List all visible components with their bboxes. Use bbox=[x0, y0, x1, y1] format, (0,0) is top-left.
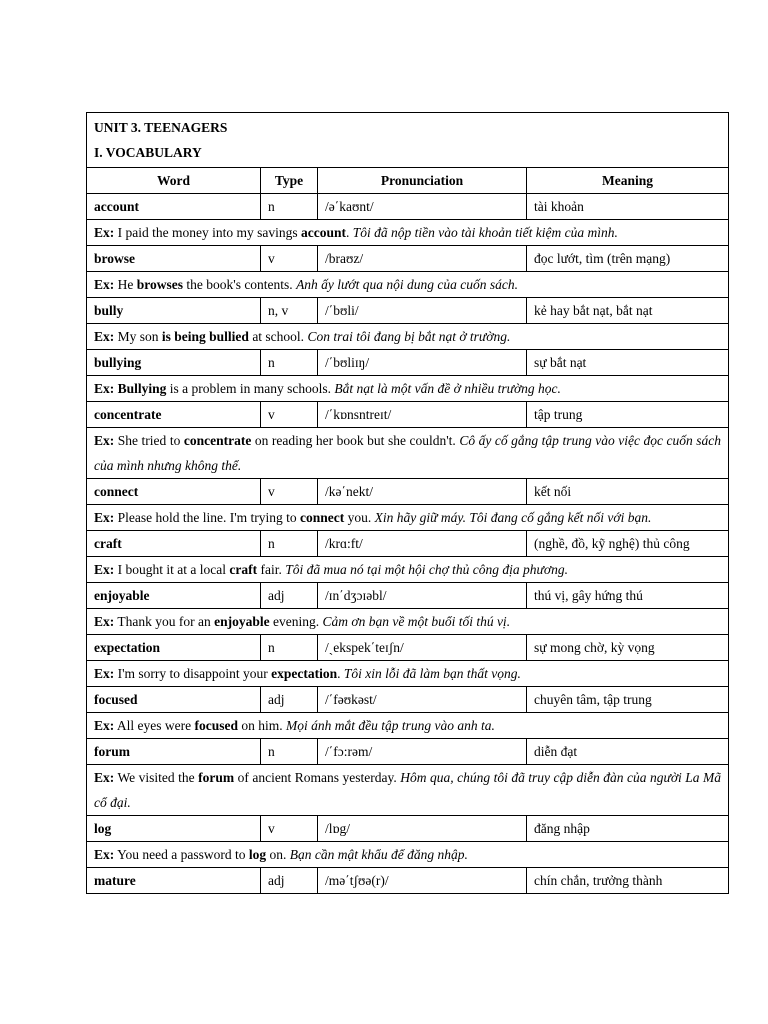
example-text: I'm sorry to disappoint your bbox=[117, 666, 272, 681]
type-cell: n bbox=[261, 635, 318, 661]
example-translation: Tôi đã nộp tiền vào tài khoản tiết kiệm của mình. bbox=[352, 225, 618, 240]
type-cell: v bbox=[261, 246, 318, 272]
type-cell: v bbox=[261, 402, 318, 428]
example-translation: Mọi ánh mắt đều tập trung vào anh ta. bbox=[286, 718, 495, 733]
example-keyword: is being bullied bbox=[161, 329, 249, 344]
example-translation: Hôm qua, chúng tôi đã truy cập diễn đàn của người La Mã cổ đại. bbox=[94, 770, 722, 810]
example-cell bbox=[87, 842, 729, 868]
vocab-row bbox=[87, 350, 729, 376]
example-label: Ex: bbox=[94, 277, 115, 292]
example-keyword: concentrate bbox=[183, 433, 252, 448]
vocab-row bbox=[87, 479, 729, 505]
example-translation: Tôi đã mua nó tại một hội chợ thủ công địa phương. bbox=[285, 562, 568, 577]
example-text: . bbox=[337, 666, 344, 681]
example-cell bbox=[87, 557, 729, 583]
example-text: I paid the money into my savings bbox=[117, 225, 301, 240]
type-cell: adj bbox=[261, 583, 318, 609]
meaning-cell: tập trung bbox=[527, 402, 729, 428]
example-text: evening. bbox=[269, 614, 323, 629]
pronunciation-cell: /ə΄kaʊnt/ bbox=[318, 194, 527, 220]
example-row bbox=[87, 428, 729, 479]
example-cell bbox=[87, 661, 729, 687]
example-text: is a problem in many schools. bbox=[166, 381, 335, 396]
example-keyword: focused bbox=[194, 718, 238, 733]
header-word: Word bbox=[87, 168, 261, 194]
type-cell: n bbox=[261, 350, 318, 376]
example-row bbox=[87, 324, 729, 350]
pronunciation-cell: /ɪn΄dʒɔɪəbl/ bbox=[318, 583, 527, 609]
example-translation: Bạn cần mật khẩu để đăng nhập. bbox=[289, 847, 468, 862]
header-type: Type bbox=[261, 168, 318, 194]
example-text: I bought it at a local bbox=[117, 562, 230, 577]
pronunciation-cell: /΄kɒnsntreɪt/ bbox=[318, 402, 527, 428]
vocab-row bbox=[87, 531, 729, 557]
example-row bbox=[87, 220, 729, 246]
example-row bbox=[87, 713, 729, 739]
example-text: . bbox=[345, 225, 353, 240]
example-cell bbox=[87, 272, 729, 298]
example-cell bbox=[87, 505, 729, 531]
vocab-row bbox=[87, 402, 729, 428]
example-row bbox=[87, 765, 729, 816]
type-cell: v bbox=[261, 816, 318, 842]
type-cell: n bbox=[261, 531, 318, 557]
example-keyword: craft bbox=[229, 562, 258, 577]
word-cell: focused bbox=[87, 687, 261, 713]
word-cell: connect bbox=[87, 479, 261, 505]
pronunciation-cell: /΄fɔ:rəm/ bbox=[318, 739, 527, 765]
pronunciation-cell: /΄bʊli/ bbox=[318, 298, 527, 324]
pronunciation-cell: /ˏekspek΄teɪʃn/ bbox=[318, 635, 527, 661]
example-text: All eyes were bbox=[116, 718, 195, 733]
word-cell: mature bbox=[87, 868, 261, 894]
vocab-row bbox=[87, 868, 729, 894]
header-pronunciation: Pronunciation bbox=[318, 168, 527, 194]
example-label: Ex: bbox=[94, 614, 115, 629]
vocab-row bbox=[87, 739, 729, 765]
example-text: We visited the bbox=[117, 770, 199, 785]
meaning-cell: sự mong chờ, kỳ vọng bbox=[527, 635, 729, 661]
example-text: on him. bbox=[237, 718, 286, 733]
pronunciation-cell: /lɒg/ bbox=[318, 816, 527, 842]
example-row bbox=[87, 661, 729, 687]
example-keyword: forum bbox=[198, 770, 235, 785]
example-text: He bbox=[117, 277, 137, 292]
example-label: Ex: bbox=[94, 381, 115, 396]
meaning-cell: kẻ hay bắt nạt, bắt nạt bbox=[527, 298, 729, 324]
meaning-cell: diễn đạt bbox=[527, 739, 729, 765]
word-cell: browse bbox=[87, 246, 261, 272]
word-cell: enjoyable bbox=[87, 583, 261, 609]
example-label: Ex: bbox=[94, 718, 115, 733]
example-cell bbox=[87, 376, 729, 402]
example-translation: Bắt nạt là một vấn đề ở nhiều trường học. bbox=[334, 381, 561, 396]
example-text: the book's contents. bbox=[183, 277, 297, 292]
example-keyword: Bullying bbox=[117, 381, 167, 396]
title-row bbox=[87, 113, 729, 168]
type-cell: adj bbox=[261, 687, 318, 713]
example-text: Thank you for an bbox=[117, 614, 215, 629]
type-cell: v bbox=[261, 479, 318, 505]
meaning-cell: tài khoản bbox=[527, 194, 729, 220]
vocab-row bbox=[87, 687, 729, 713]
pronunciation-cell: /΄bʊliɪŋ/ bbox=[318, 350, 527, 376]
example-label: Ex: bbox=[94, 562, 115, 577]
word-cell: concentrate bbox=[87, 402, 261, 428]
example-row bbox=[87, 609, 729, 635]
example-translation: Cảm ơn bạn về một buổi tối thú vị. bbox=[322, 614, 511, 629]
meaning-cell: (nghề, đồ, kỹ nghệ) thủ công bbox=[527, 531, 729, 557]
example-keyword: browses bbox=[136, 277, 184, 292]
vocab-row bbox=[87, 583, 729, 609]
header-row bbox=[87, 168, 729, 194]
unit-title: UNIT 3. TEENAGERS bbox=[94, 120, 228, 135]
pronunciation-cell: /΄fəʊkəst/ bbox=[318, 687, 527, 713]
example-cell bbox=[87, 765, 729, 816]
type-cell: n bbox=[261, 739, 318, 765]
meaning-cell: kết nối bbox=[527, 479, 729, 505]
example-text: You need a password to bbox=[117, 847, 249, 862]
example-text: Please hold the line. I'm trying to bbox=[117, 510, 301, 525]
example-keyword: log bbox=[248, 847, 267, 862]
example-cell bbox=[87, 609, 729, 635]
example-label: Ex: bbox=[94, 666, 115, 681]
example-row bbox=[87, 272, 729, 298]
section-title: I. VOCABULARY bbox=[94, 145, 202, 160]
example-cell bbox=[87, 713, 729, 739]
meaning-cell: sự bắt nạt bbox=[527, 350, 729, 376]
type-cell: n bbox=[261, 194, 318, 220]
word-cell: log bbox=[87, 816, 261, 842]
header-meaning: Meaning bbox=[527, 168, 729, 194]
example-text: on. bbox=[266, 847, 290, 862]
vocab-row bbox=[87, 816, 729, 842]
example-keyword: enjoyable bbox=[214, 614, 270, 629]
example-label: Ex: bbox=[94, 847, 115, 862]
example-text: fair. bbox=[257, 562, 286, 577]
type-cell: adj bbox=[261, 868, 318, 894]
example-keyword: connect bbox=[300, 510, 345, 525]
pronunciation-cell: /braʊz/ bbox=[318, 246, 527, 272]
example-text: She tried to bbox=[117, 433, 184, 448]
vocab-row bbox=[87, 298, 729, 324]
pronunciation-cell: /krɑ:ft/ bbox=[318, 531, 527, 557]
example-label: Ex: bbox=[94, 329, 115, 344]
example-translation: Anh ấy lướt qua nội dung của cuốn sách. bbox=[296, 277, 518, 292]
example-row bbox=[87, 505, 729, 531]
example-label: Ex: bbox=[94, 510, 115, 525]
example-cell bbox=[87, 324, 729, 350]
word-cell: craft bbox=[87, 531, 261, 557]
example-keyword: account bbox=[300, 225, 346, 240]
word-cell: account bbox=[87, 194, 261, 220]
vocab-row bbox=[87, 194, 729, 220]
meaning-cell: chuyên tâm, tập trung bbox=[527, 687, 729, 713]
example-text: at school. bbox=[248, 329, 308, 344]
vocabulary-table bbox=[86, 112, 729, 894]
example-text: of ancient Romans yesterday. bbox=[234, 770, 401, 785]
example-cell bbox=[87, 428, 729, 479]
example-translation: Xin hãy giữ máy. Tôi đang cố gắng kết nối với bạn. bbox=[374, 510, 652, 525]
vocab-row bbox=[87, 635, 729, 661]
word-cell: forum bbox=[87, 739, 261, 765]
example-translation: Cô ấy cố gắng tập trung vào việc đọc cuốn sách của mình nhưng không thể. bbox=[94, 433, 722, 473]
example-label: Ex: bbox=[94, 433, 115, 448]
meaning-cell: chín chắn, trưởng thành bbox=[527, 868, 729, 894]
pronunciation-cell: /mə΄tʃʊə(r)/ bbox=[318, 868, 527, 894]
example-row bbox=[87, 842, 729, 868]
example-text: on reading her book but she couldn't. bbox=[251, 433, 460, 448]
example-keyword: expectation bbox=[271, 666, 338, 681]
example-translation: Tôi xin lỗi đã làm bạn thất vọng. bbox=[343, 666, 521, 681]
pronunciation-cell: /kə΄nekt/ bbox=[318, 479, 527, 505]
meaning-cell: thú vị, gây hứng thú bbox=[527, 583, 729, 609]
meaning-cell: đọc lướt, tìm (trên mạng) bbox=[527, 246, 729, 272]
word-cell: expectation bbox=[87, 635, 261, 661]
word-cell: bully bbox=[87, 298, 261, 324]
word-cell: bullying bbox=[87, 350, 261, 376]
example-row bbox=[87, 557, 729, 583]
example-translation: Con trai tôi đang bị bắt nạt ở trường. bbox=[307, 329, 511, 344]
example-row bbox=[87, 376, 729, 402]
type-cell: n, v bbox=[261, 298, 318, 324]
example-text: you. bbox=[344, 510, 375, 525]
example-text: My son bbox=[117, 329, 162, 344]
vocab-row bbox=[87, 246, 729, 272]
meaning-cell: đăng nhập bbox=[527, 816, 729, 842]
example-label: Ex: bbox=[94, 770, 115, 785]
example-label: Ex: bbox=[94, 225, 115, 240]
example-cell bbox=[87, 220, 729, 246]
